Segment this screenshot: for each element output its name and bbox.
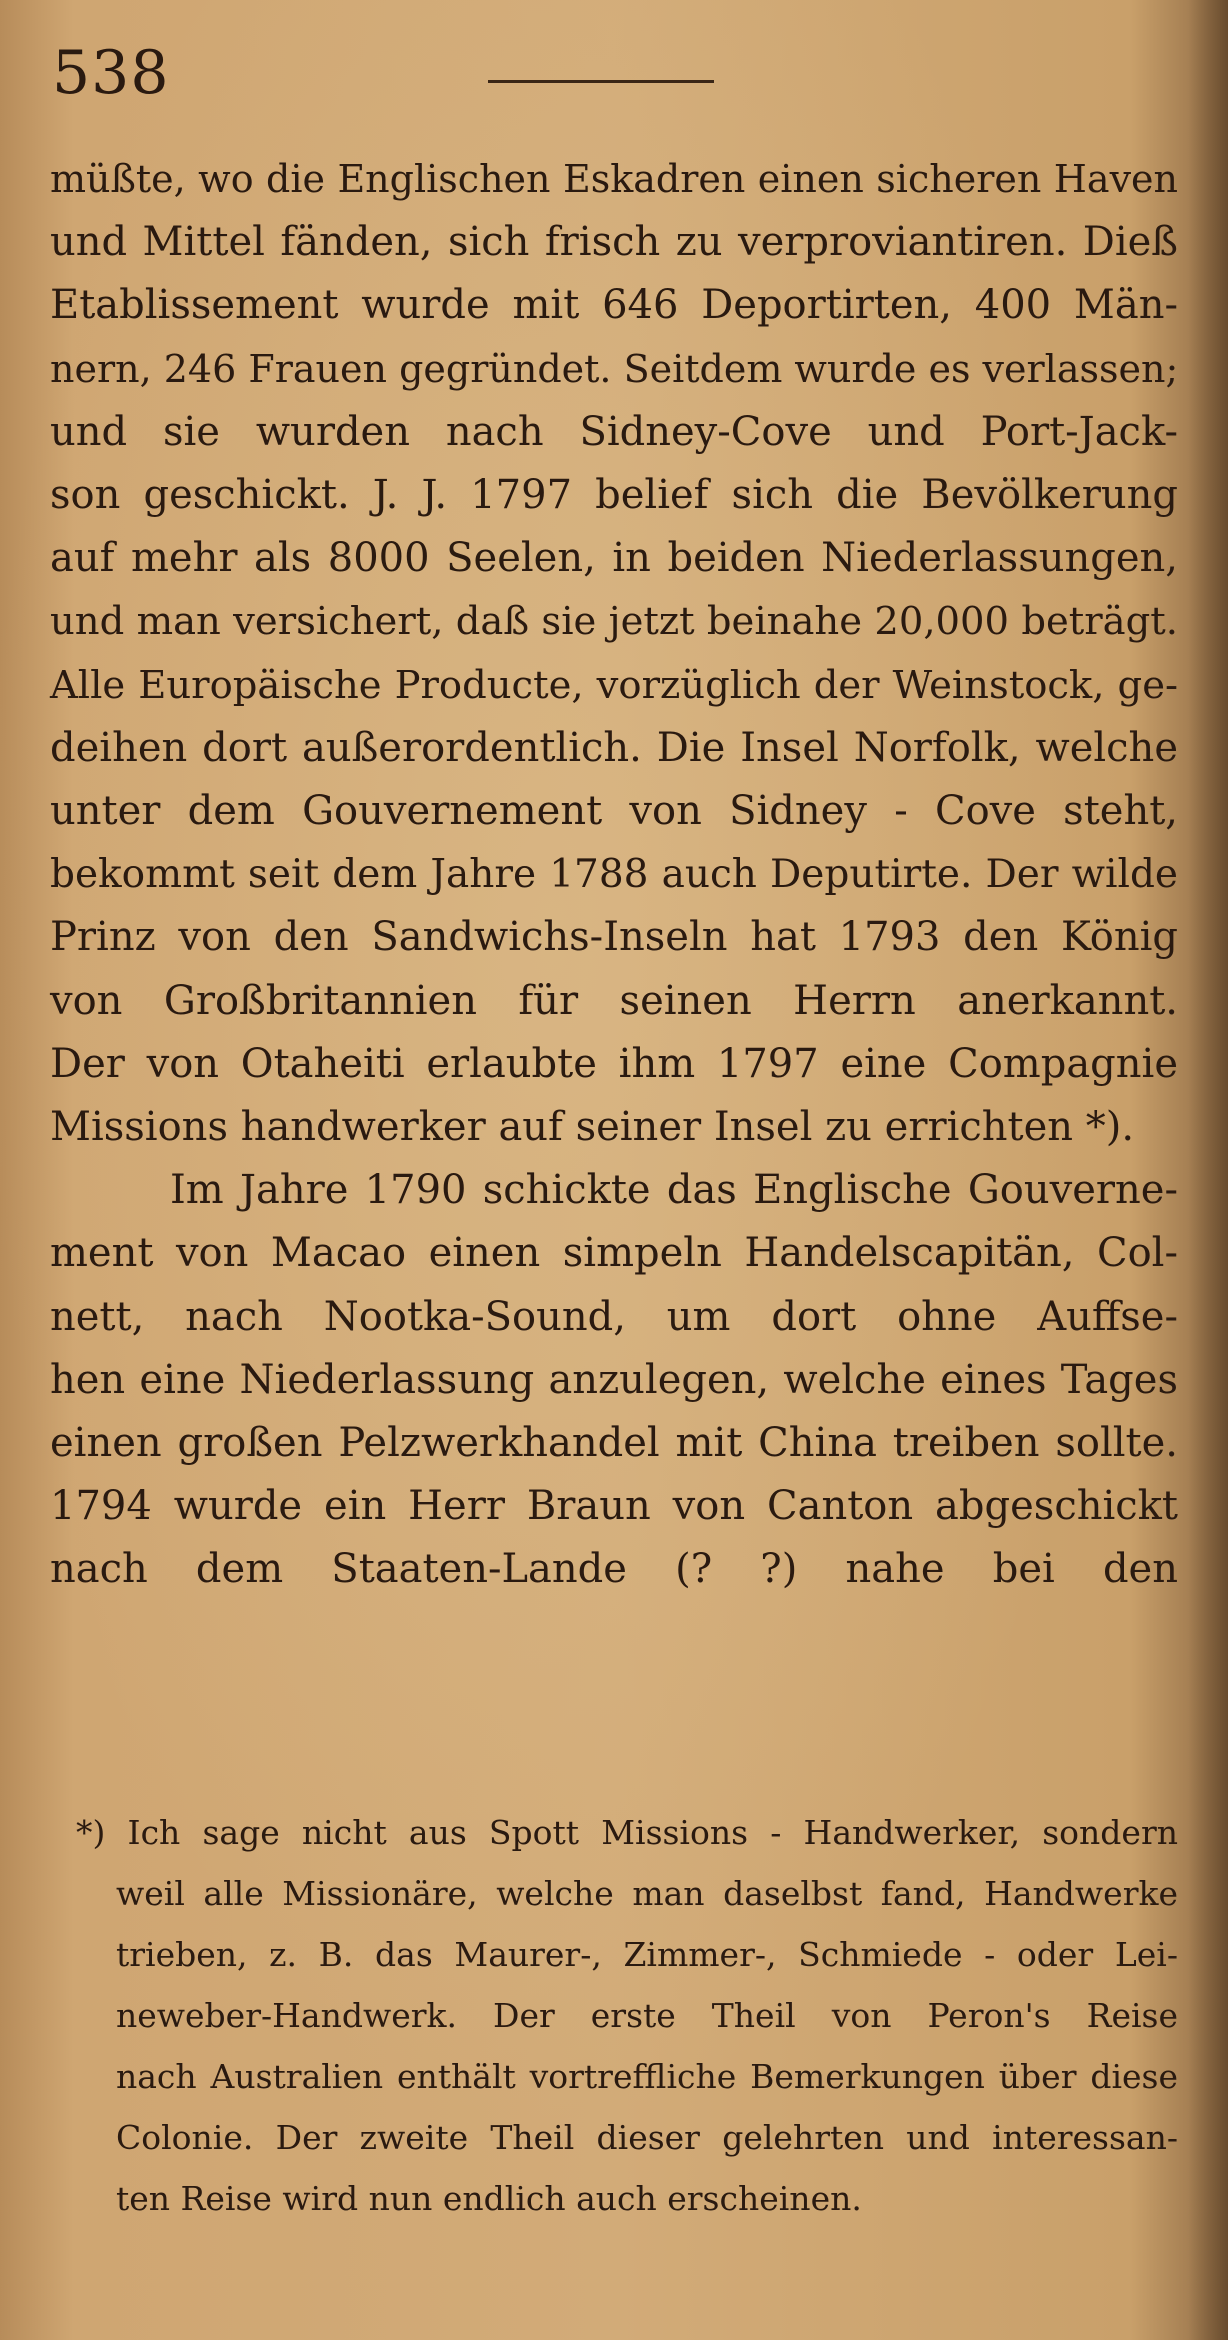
- body-text: [50, 148, 1178, 1602]
- body-line: hen eine Niederlassung anzulegen, welche eines Tages: [50, 1356, 1178, 1403]
- body-line: Etablissement wurde mit 646 Deportirten, 400 Män-: [50, 282, 1178, 329]
- body-line: ment von Macao einen simpeln Handelscapitän, Col-: [50, 1230, 1178, 1277]
- footnote-line: *) Ich sage nicht aus Spott Missions - Handwerker, sondern: [76, 1813, 1178, 1852]
- page-number: 538: [52, 38, 170, 108]
- body-line: nett, nach Nootka-Sound, um dort ohne Auffse-: [50, 1293, 1178, 1340]
- footnote: [70, 1802, 1178, 2229]
- body-line: Prinz von den Sandwichs-Inseln hat 1793 den König: [50, 914, 1178, 961]
- body-line: nach dem Staaten-Lande (? ?) nahe bei den: [50, 1546, 1178, 1593]
- body-line: deihen dort außerordentlich. Die Insel Norfolk, welche: [50, 724, 1178, 771]
- body-line: und Mittel fänden, sich frisch zu verproviantiren. Dieß: [50, 219, 1178, 266]
- footnote-line: Colonie. Der zweite Theil dieser gelehrten und interessan-: [116, 2118, 1178, 2157]
- page-edge-shadow: [1188, 0, 1228, 2340]
- header-rule: [488, 80, 714, 83]
- body-line: einen großen Pelzwerkhandel mit China treiben sollte.: [50, 1420, 1178, 1467]
- body-line: bekommt seit dem Jahre 1788 auch Deputirte. Der wilde: [50, 852, 1178, 898]
- body-line: von Großbritannien für seinen Herrn anerkannt.: [50, 977, 1178, 1024]
- body-line: Missions handwerker auf seiner Insel zu errichten *).: [50, 1104, 1135, 1151]
- footnote-line: neweber-Handwerk. Der erste Theil von Peron's Reise: [116, 1996, 1178, 2035]
- body-line: son geschickt. J. J. 1797 belief sich die Bevölkerung: [50, 472, 1178, 519]
- body-line: auf mehr als 8000 Seelen, in beiden Niederlassungen,: [50, 535, 1178, 582]
- body-line: unter dem Gouvernement von Sidney - Cove steht,: [50, 788, 1178, 835]
- body-line: 1794 wurde ein Herr Braun von Canton abgeschickt: [50, 1483, 1178, 1530]
- footnote-line: weil alle Missionäre, welche man daselbst fand, Handwerke: [116, 1874, 1178, 1913]
- footnote-line: trieben, z. B. das Maurer-, Zimmer-, Schmiede - oder Lei-: [116, 1935, 1178, 1974]
- body-line: Alle Europäische Producte, vorzüglich der Weinstock, ge-: [50, 662, 1178, 708]
- footnote-line: ten Reise wird nun endlich auch erscheinen.: [116, 2179, 862, 2218]
- body-line: müßte, wo die Englischen Eskadren einen sicheren Haven: [50, 157, 1178, 201]
- body-line: und sie wurden nach Sidney-Cove und Port-Jack-: [50, 408, 1178, 455]
- body-line: Der von Otaheiti erlaubte ihm 1797 eine Compagnie: [50, 1040, 1178, 1087]
- body-line: nern, 246 Frauen gegründet. Seitdem wurde es verlassen;: [50, 346, 1179, 391]
- footnote-line: nach Australien enthält vortreffliche Bemerkungen über diese: [116, 2057, 1178, 2096]
- body-line: und man versichert, daß sie jetzt beinahe 20,000 beträgt.: [50, 599, 1178, 645]
- body-line: Im Jahre 1790 schickte das Englische Gouverne-: [170, 1167, 1178, 1214]
